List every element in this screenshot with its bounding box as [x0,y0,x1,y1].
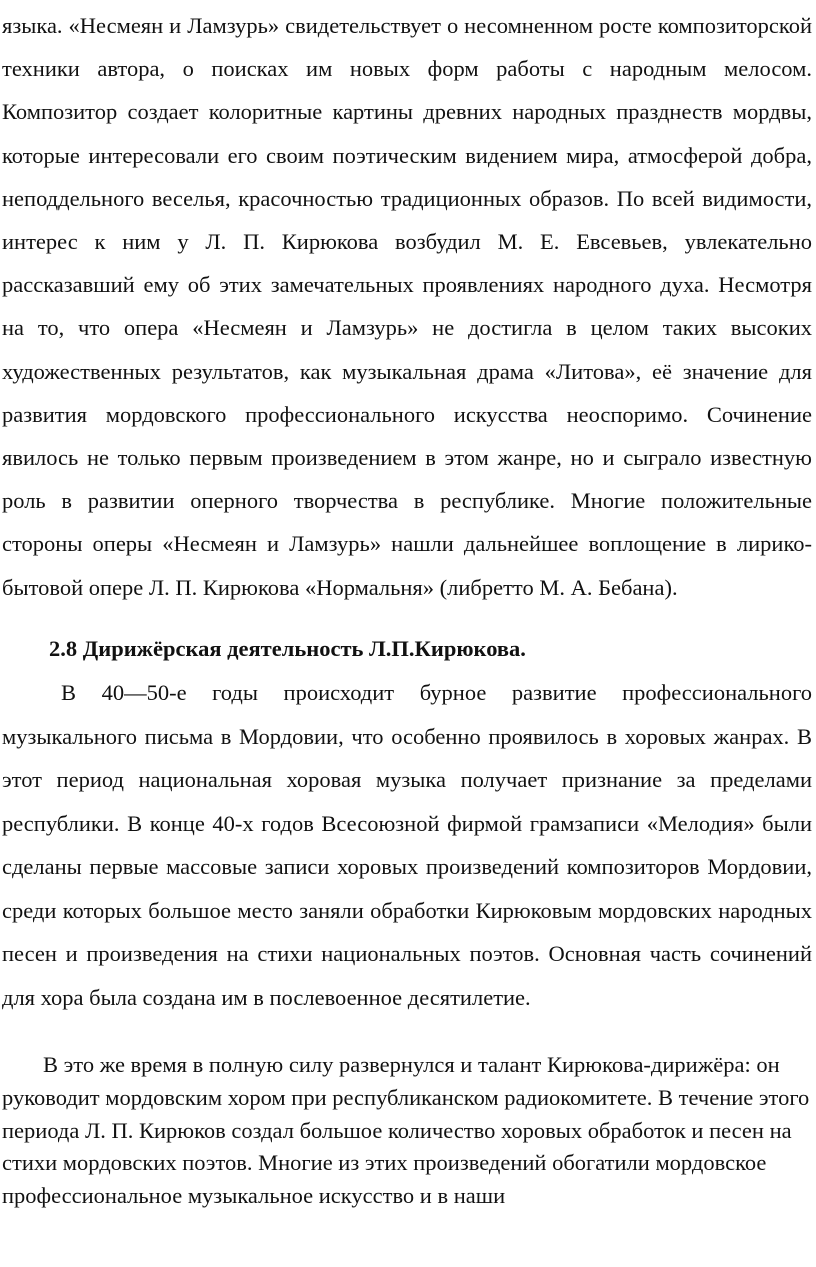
body-paragraph-conductor: В это же время в полную силу развернулся и талант Кирюкова-дирижёра: он руководит мордовским хором при республиканском радиокомитете. В течение этого периода Л. П. Кирюков создал большое количество хоровых обработок и песен на стихи мордовских поэтов. Многие из этих произведений обогатили мордовское профессиональное музыкальное искусство и в наши [2,1052,810,1209]
body-paragraph-opera: языка. «Несмеян и Ламзурь» свидетельствует о несомненном росте композиторской техники автора, о поисках им новых форм работы с народным мелосом. Композитор создает колоритные картины древних народных празднеств мордвы, которые интересовали его своим поэтическим видением мира, атмосферой добра, неподдельного веселья, красочностью традиционных образов. По всей видимости, интерес к ним у Л. П. Кирюкова возбудил М. Е. Евсевьев, увлекательно рассказавший ему об этих замечательных проявлениях народного духа. Несмотря на то, что опера «Несмеян и Ламзурь» не достигла в целом таких высоких художественных результатов, как музыкальная драма «Литова», её значение для развития мордовского профессионального искусства неоспоримо. Сочинение явилось не только первым произведением в этом жанре, но и сыграло известную роль в развитии оперного творчества в республике. Многие положительные стороны оперы «Несмеян и Ламзурь» нашли дальнейшее воплощение в лирико-бытовой опере Л. П. Кирюкова «Нормальня» (либретто М. А. Бебана). [2,13,812,600]
section-heading: 2.8 Дирижёрская деятельность Л.П.Кирюкова. [49,636,526,661]
body-paragraph-choral-music: В 40—50-е годы происходит бурное развитие профессионального музыкального письма в Мордовии, что особенно проявилось в хоровых жанрах. В этот период национальная хоровая музыка получает признание за пределами республики. В конце 40-х годов Всесоюзной фирмой грамзаписи «Мелодия» были сделаны первые массовые записи хоровых произведений композиторов Мордовии, среди которых большое место заняли обработки Кирюковым мордовских народных песен и произведения на стихи национальных поэтов. Основная часть сочинений для хора была создана им в послевоенное десятилетие. [2,680,812,1010]
